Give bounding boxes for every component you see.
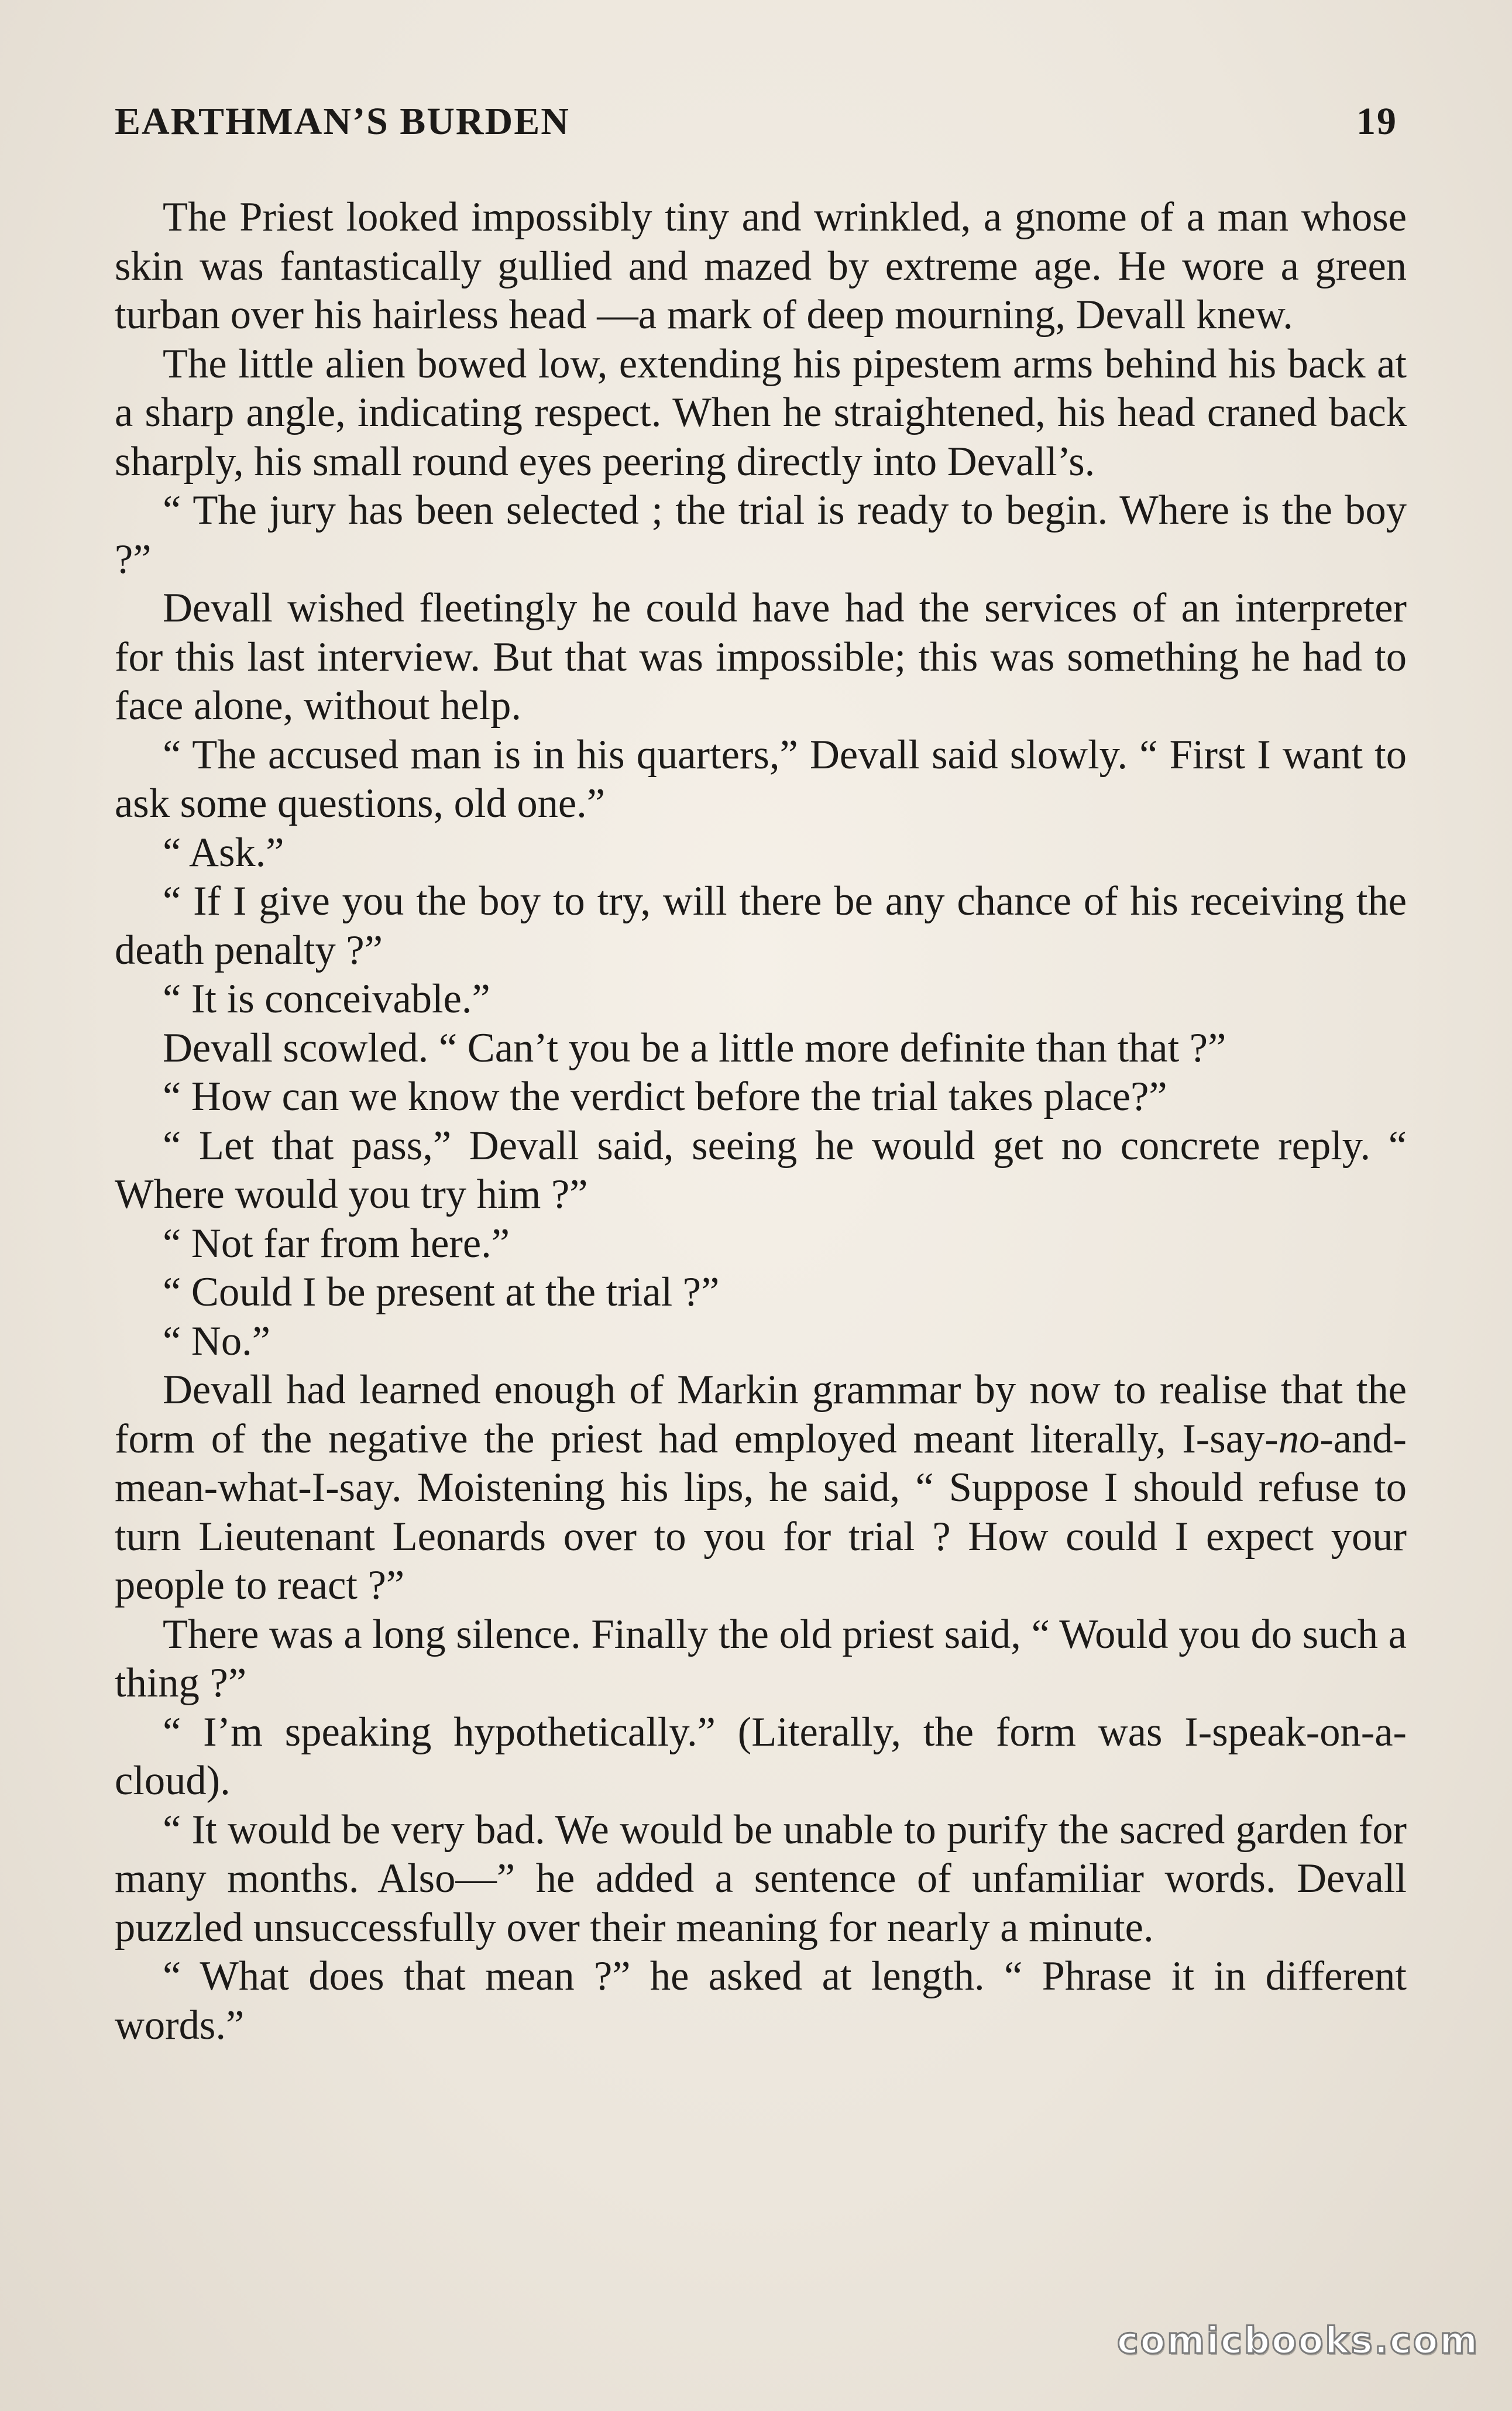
paragraph: The Priest looked impossibly tiny and wrinkled, a gnome of a man whose skin was fantastically gullied and mazed by extreme age. He wore a green turban over his hairless head —a mark of deep mourning, Devall knew. (115, 194, 1407, 338)
paragraph: “ How can we know the verdict before the trial takes place?” (163, 1074, 1167, 1119)
paragraph: Devall wished fleetingly he could have had the services of an interpreter for this last interview. But that was impossible; this was something he had to face alone, without help. (115, 585, 1407, 729)
body-text (115, 193, 1407, 2050)
paragraph: “ What does that mean ?” he asked at length. “ Phrase it in different words.” (115, 1953, 1407, 2048)
italic-word: no (1278, 1416, 1320, 1462)
page-number: 19 (1356, 100, 1397, 143)
watermark: comicbooks.com (1116, 2319, 1479, 2362)
paragraph: “ Not far from here.” (163, 1220, 510, 1266)
paragraph: “ The jury has been selected ; the trial is ready to begin. Where is the boy ?” (115, 487, 1407, 582)
paragraph: “ It would be very bad. We would be unable to purify the sacred garden for many months. Also—” he added a sentence of unfamiliar words. Devall puzzled unsuccessfully over their meaning for nearly a minute. (115, 1806, 1407, 1950)
paragraph: “ Ask.” (163, 829, 284, 875)
running-head (115, 99, 1397, 152)
paragraph: “ Could I be present at the trial ?” (163, 1269, 720, 1315)
paragraph: “ The accused man is in his quarters,” Devall said slowly. “ First I want to ask some questions, old one.” (115, 731, 1407, 826)
paragraph: “ I’m speaking hypothetically.” (Literally, the form was I-speak-on-a-cloud). (115, 1709, 1407, 1804)
paragraph: “ It is conceivable.” (163, 976, 490, 1022)
running-title: EARTHMAN’S BURDEN (115, 100, 570, 143)
paragraph-segment: Devall had learned enough of Markin grammar by now to realise that the form of the negative the priest had employed meant literally, I-say- (115, 1367, 1407, 1462)
paragraph: The little alien bowed low, extending his pipestem arms behind his back at a sharp angle, indicating respect. When he straightened, his head craned back sharply, his small round eyes peering directly into Devall’s. (115, 341, 1407, 485)
paragraph-markin-grammar (115, 1366, 1407, 1610)
paragraph: “ No.” (163, 1318, 270, 1364)
paragraph: Devall scowled. “ Can’t you be a little more definite than that ?” (163, 1025, 1226, 1071)
paragraph: “ Let that pass,” Devall said, seeing he would get no concrete reply. “ Where would you try him ?” (115, 1122, 1407, 1217)
paragraph-segment: -and-mean-what-I-say. Moistening his lips, he said, “ Suppose I should refuse to turn Lieutenant Leonards over to you for trial ? How could I expect your people to react ?” (115, 1416, 1407, 1608)
paragraph: There was a long silence. Finally the old priest said, “ Would you do such a thing ?” (115, 1611, 1407, 1706)
paragraph: “ If I give you the boy to try, will there be any chance of his receiving the death penalty ?” (115, 878, 1407, 973)
